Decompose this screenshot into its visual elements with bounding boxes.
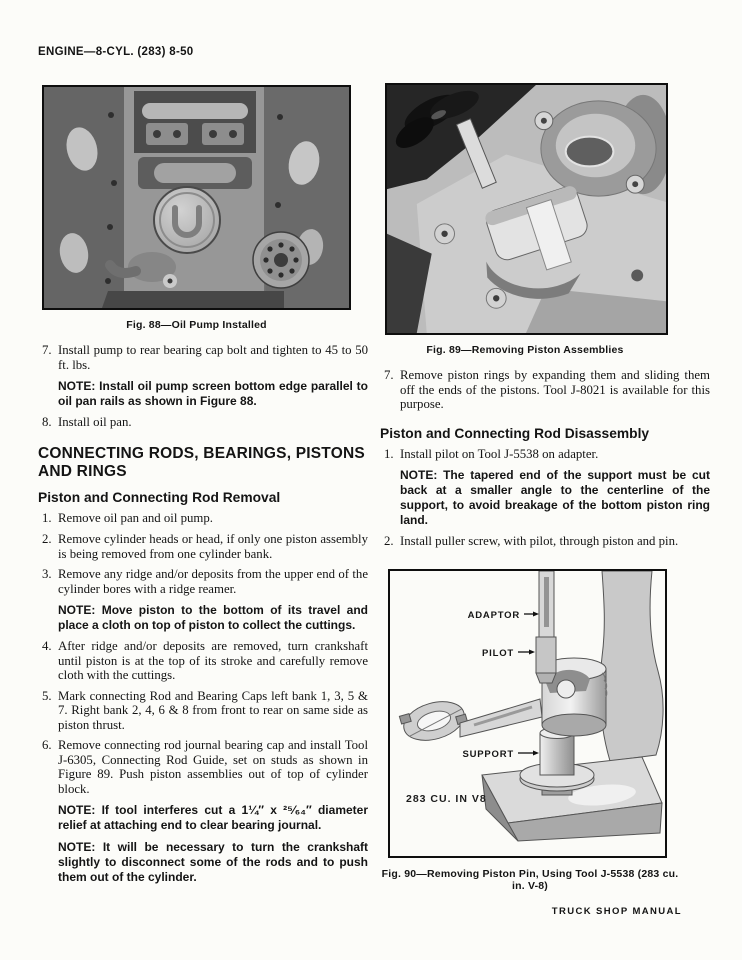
step-text: Install pump to rear bearing cap bolt and tighten to 45 to 50 ft. lbs. (58, 343, 368, 372)
step-item (38, 689, 368, 733)
step-item (38, 511, 368, 526)
step-text: Remove piston rings by expanding them and sliding them off the ends of the pistons. Tool J-8021 is available for this purpose. (400, 368, 710, 411)
step-text: Remove cylinder heads or head, if only one piston assembly is being removed from one cylinder bank. (58, 532, 368, 561)
fig88-engine-bottom-illustration (44, 87, 349, 308)
adaptor-label: ADAPTOR (467, 610, 520, 621)
fig89-photo (385, 83, 668, 335)
removal-steps (38, 511, 368, 885)
note-text: NOTE: If tool interferes cut a 1¼″ x ²⁵⁄₆₄″ diameter relief at attaching end to clear bearing journal. (58, 803, 368, 832)
note-text: NOTE: Install oil pump screen bottom edge parallel to oil pan rails as shown in Figure 88. (58, 379, 368, 408)
step-number: 6. (42, 738, 52, 752)
step-number: 1. (42, 511, 52, 525)
note-text: NOTE: The tapered end of the support must be cut back at a smaller angle to the centerline of the support, to avoid breakage of the bottom piston ring land. (400, 468, 710, 527)
step-number: 2. (384, 534, 394, 548)
subsection-heading: Piston and Connecting Rod Removal (38, 490, 281, 505)
step-number: 2. (42, 532, 52, 546)
fig89-piston-removal-illustration (387, 85, 666, 333)
step-item (380, 534, 710, 549)
step-number: 3. (42, 567, 52, 581)
note-text: NOTE: It will be necessary to turn the crankshaft slightly to disconnect some of the rods and to push them out of the cylinder. (58, 840, 368, 884)
section-heading: CONNECTING RODS, BEARINGS, PISTONS AND RINGS (38, 445, 365, 480)
step-text: Install puller screw, with pilot, through piston and pin. (400, 534, 679, 548)
ring-removal-step (380, 368, 710, 412)
fig90-caption: Fig. 90—Removing Piston Pin, Using Tool J-5538 (283 cu. in. V-8) (381, 868, 679, 892)
step-text: Mark connecting Rod and Bearing Caps left bank 1, 3, 5 & 7. Right bank 2, 4, 6 & 8 from front to rear on same side as piston thrust. (58, 688, 368, 732)
step-number: 5. (42, 688, 52, 703)
engine-size-label: 283 CU. IN V8 (406, 793, 487, 805)
fig89-caption: Fig. 89—Removing Piston Assemblies (426, 344, 624, 356)
fig88-caption: Fig. 88—Oil Pump Installed (126, 319, 267, 331)
step-number: 4. (42, 639, 52, 653)
fig90-press-tool-illustration (390, 571, 665, 856)
step-item (38, 567, 368, 633)
step-item (38, 415, 368, 430)
step-text: Remove oil pan and oil pump. (58, 511, 213, 525)
step-text: Install pilot on Tool J-5538 on adapter. (400, 446, 599, 461)
note-text: NOTE: Move piston to the bottom of its travel and place a cloth on top of piston to collect the cuttings. (58, 603, 368, 632)
step-text: Remove connecting rod journal bearing cap and install Tool J-6305, Connecting Rod Guide, set on studs as shown in Figure 89. Push piston assemblies out of top of cylinder block. (58, 738, 368, 796)
page-footer: TRUCK SHOP MANUAL (551, 906, 682, 917)
step-number: 8. (42, 415, 52, 429)
fig88-photo (42, 85, 351, 310)
step-text: Install oil pan. (58, 415, 132, 429)
step-item (38, 738, 368, 885)
subsection-heading: Piston and Connecting Rod Disassembly (380, 425, 650, 441)
step-number: 7. (42, 343, 52, 357)
oil-pump-steps (38, 343, 368, 430)
step-item (380, 447, 710, 529)
fig90-diagram (388, 569, 667, 858)
page-header: ENGINE—8-CYL. (283) 8-50 (38, 46, 194, 58)
step-item (380, 368, 710, 412)
step-item (38, 343, 368, 409)
step-number: 1. (384, 446, 394, 461)
pilot-label: PILOT (482, 648, 514, 659)
right-column (380, 80, 710, 892)
step-number: 7. (384, 368, 394, 382)
step-item (38, 532, 368, 561)
step-text: Remove any ridge and/or deposits from the upper end of the cylinder bores with a ridge reamer. (58, 567, 368, 596)
step-item (38, 639, 368, 683)
disassembly-steps (380, 447, 710, 550)
left-column (38, 80, 368, 885)
adaptor-pilot-rod (536, 571, 556, 683)
step-text: After ridge and/or deposits are removed, turn crankshaft until piston is at the top of its stroke and carefully remove cloth with the cuttings. (58, 639, 368, 682)
support-label: SUPPORT (462, 749, 514, 760)
